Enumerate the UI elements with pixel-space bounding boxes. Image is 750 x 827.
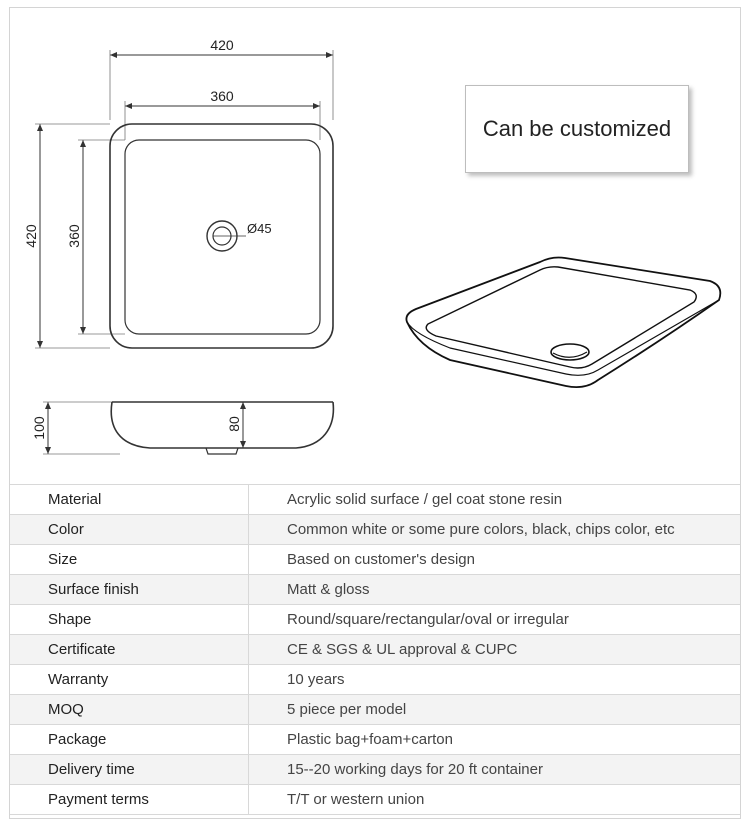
spec-value: Based on customer's design (249, 545, 741, 575)
spec-label: Payment terms (10, 785, 249, 815)
spec-label: MOQ (10, 695, 249, 725)
dim-outer-width: 420 (210, 37, 234, 53)
spec-value: Plastic bag+foam+carton (249, 725, 741, 755)
table-row (10, 605, 740, 635)
spec-label: Package (10, 725, 249, 755)
table-row (10, 725, 740, 755)
specification-table (10, 484, 740, 815)
table-row (10, 665, 740, 695)
spec-value: 10 years (249, 665, 741, 695)
table-row (10, 545, 740, 575)
spec-value: Matt & gloss (249, 575, 741, 605)
spec-label: Shape (10, 605, 249, 635)
dim-total-depth: 100 (31, 416, 47, 440)
spec-value: Round/square/rectangular/oval or irregular (249, 605, 741, 635)
dim-inner-width: 360 (210, 88, 234, 104)
dim-inner-height: 360 (66, 224, 82, 248)
table-row (10, 785, 740, 815)
dim-drain-diameter: Ø45 (247, 221, 272, 236)
spec-label: Certificate (10, 635, 249, 665)
spec-label: Material (10, 485, 249, 515)
callout-text: Can be customized (482, 116, 672, 141)
spec-value: T/T or western union (249, 785, 741, 815)
table-row (10, 485, 740, 515)
spec-value: CE & SGS & UL approval & CUPC (249, 635, 741, 665)
spec-value: Common white or some pure colors, black, chips color, etc (249, 515, 741, 545)
dim-outer-height: 420 (23, 224, 39, 248)
side-view (43, 402, 333, 454)
top-view (35, 50, 333, 348)
spec-value: Acrylic solid surface / gel coat stone resin (249, 485, 741, 515)
customization-callout (465, 85, 689, 173)
spec-label: Color (10, 515, 249, 545)
table-row (10, 515, 740, 545)
spec-label: Surface finish (10, 575, 249, 605)
table-row (10, 575, 740, 605)
table-row (10, 755, 740, 785)
table-row (10, 635, 740, 665)
table-row (10, 695, 740, 725)
spec-label: Warranty (10, 665, 249, 695)
perspective-view (406, 258, 720, 388)
spec-label: Delivery time (10, 755, 249, 785)
dim-inner-depth: 80 (226, 416, 242, 432)
spec-value: 5 piece per model (249, 695, 741, 725)
spec-label: Size (10, 545, 249, 575)
spec-value: 15--20 working days for 20 ft container (249, 755, 741, 785)
